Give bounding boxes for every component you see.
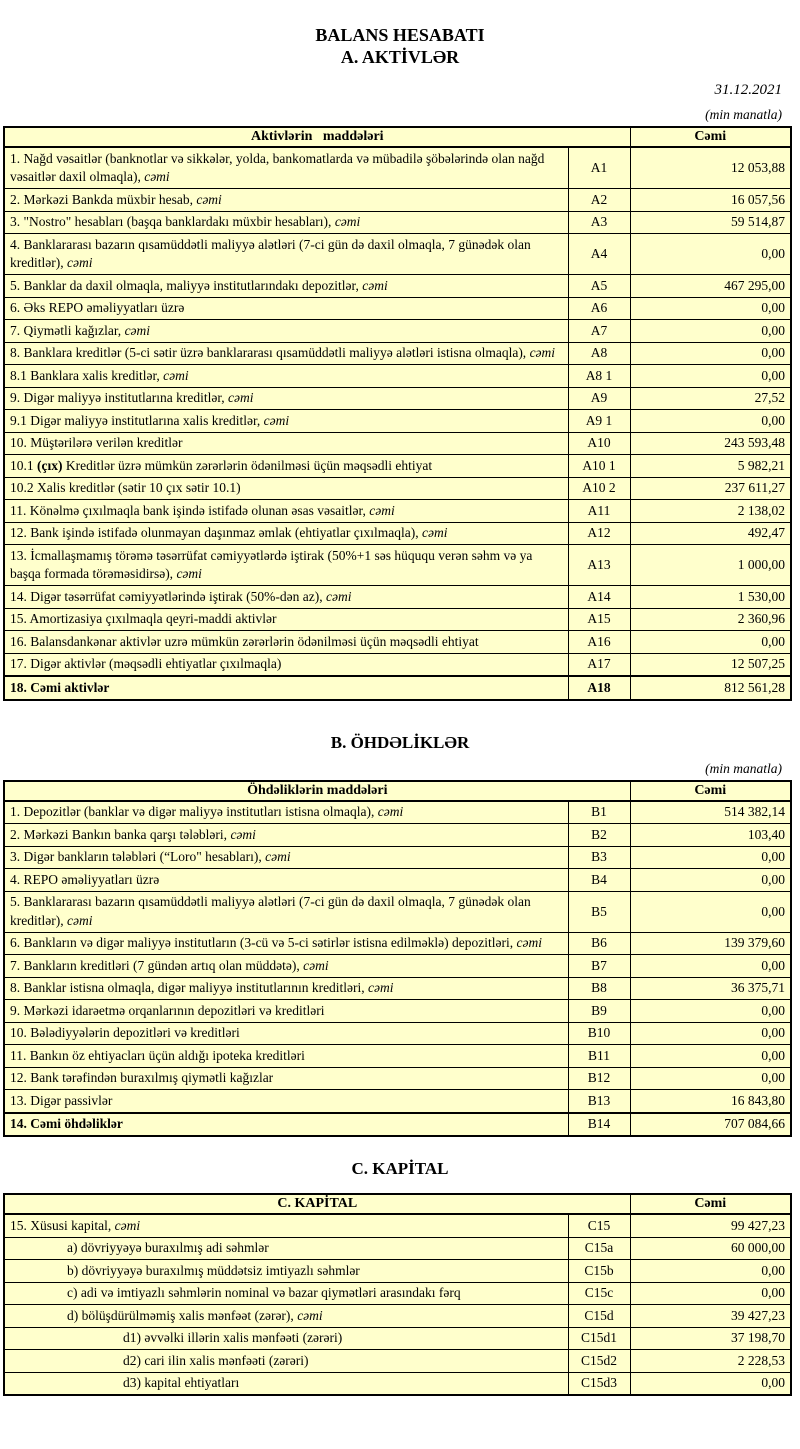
row-value: 12 507,25 <box>630 653 791 676</box>
row-value: 0,00 <box>630 631 791 654</box>
table-row <box>4 275 791 298</box>
row-value: 16 843,80 <box>630 1090 791 1113</box>
row-value: 707 084,66 <box>630 1113 791 1137</box>
table-row <box>4 1045 791 1068</box>
table-row <box>4 211 791 234</box>
table-row <box>4 932 791 955</box>
row-code: B10 <box>568 1022 630 1045</box>
row-label: 2. Mərkəzi Bankda müxbir hesab, cəmi <box>4 189 568 212</box>
row-value: 0,00 <box>630 234 791 275</box>
table-row <box>4 1305 791 1328</box>
row-label: c) adi və imtiyazlı səhmlərin nominal və bazar qiymətləri arasındakı fərq <box>4 1282 568 1305</box>
liabilities-items-column-header: Öhdəliklərin maddələri <box>4 781 630 801</box>
row-value: 1 000,00 <box>630 545 791 586</box>
row-value: 243 593,48 <box>630 432 791 455</box>
section-c-title: C. KAPİTAL <box>351 1159 449 1178</box>
assets-table <box>3 126 792 701</box>
table-row <box>4 1282 791 1305</box>
row-value: 514 382,14 <box>630 801 791 824</box>
row-label: 14. Cəmi öhdəliklər <box>4 1113 568 1137</box>
row-code: C15a <box>568 1237 630 1260</box>
row-label: 13. İcmallaşmamış törəmə təsərrüfat cəmiyyətlərdə iştirak (50%+1 səs hüququ verən səhm və ya başqa formada törəməsidirsə), cəmi <box>4 545 568 586</box>
table-row <box>4 1067 791 1090</box>
table-row <box>4 147 791 189</box>
row-label: 7. Bankların kreditləri (7 gündən artıq olan müddətə), cəmi <box>4 955 568 978</box>
row-value: 0,00 <box>630 320 791 343</box>
row-label: 5. Banklar da daxil olmaqla, maliyyə institutlarındakı depozitlər, cəmi <box>4 275 568 298</box>
row-code: A10 <box>568 432 630 455</box>
row-code: A6 <box>568 297 630 320</box>
table-row <box>4 320 791 343</box>
row-label: 8. Banklara kreditlər (5-ci sətir üzrə banklararası qısamüddətli maliyyə alətləri istisna olmaqla), cəmi <box>4 342 568 365</box>
table-row <box>4 1260 791 1283</box>
row-value: 0,00 <box>630 1067 791 1090</box>
row-code: C15b <box>568 1260 630 1283</box>
row-code: C15d <box>568 1305 630 1328</box>
row-code: A12 <box>568 522 630 545</box>
row-label: 9. Mərkəzi idarəetmə orqanlarının depozitləri və kreditləri <box>4 1000 568 1023</box>
row-code: A10 1 <box>568 455 630 478</box>
row-label: 18. Cəmi aktivlər <box>4 676 568 700</box>
row-value: 0,00 <box>630 846 791 869</box>
table-row <box>4 1000 791 1023</box>
row-value: 492,47 <box>630 522 791 545</box>
row-label: 12. Bank işində istifadə olunmayan daşınmaz əmlak (ehtiyatlar çıxılmaqla), cəmi <box>4 522 568 545</box>
row-value: 0,00 <box>630 365 791 388</box>
row-label: 3. Digər bankların tələbləri (“Loro" hesabları), cəmi <box>4 846 568 869</box>
row-code: A18 <box>568 676 630 700</box>
row-label: 4. REPO əməliyyatları üzrə <box>4 869 568 892</box>
row-value: 139 379,60 <box>630 932 791 955</box>
table-row <box>4 801 791 824</box>
row-label: 10.2 Xalis kreditlər (sətir 10 çıx sətir 10.1) <box>4 477 568 500</box>
row-label: 6. Bankların və digər maliyyə institutların (3-cü və 5-ci sətirlər istisna edilməklə) depozitləri, cəmi <box>4 932 568 955</box>
table-row <box>4 545 791 586</box>
table-row <box>4 234 791 275</box>
capital-header-row <box>4 1194 791 1214</box>
row-code: B1 <box>568 801 630 824</box>
table-row <box>4 631 791 654</box>
row-value: 0,00 <box>630 1282 791 1305</box>
row-code: A10 2 <box>568 477 630 500</box>
table-row <box>4 1022 791 1045</box>
table-row <box>4 297 791 320</box>
row-code: A3 <box>568 211 630 234</box>
capital-total-column-header: Cəmi <box>630 1194 791 1214</box>
row-code: A13 <box>568 545 630 586</box>
row-label: 8. Banklar istisna olmaqla, digər maliyyə institutlarının kreditləri, cəmi <box>4 977 568 1000</box>
row-value: 2 138,02 <box>630 500 791 523</box>
row-code: B13 <box>568 1090 630 1113</box>
row-value: 0,00 <box>630 891 791 932</box>
table-row <box>4 1327 791 1350</box>
row-label: 1. Nağd vəsaitlər (banknotlar və sikkələr, yolda, bankomatlarda və mübadilə şöbələrində olan nağd vəsaitlər daxil olmaqla), cəmi <box>4 147 568 189</box>
table-row <box>4 342 791 365</box>
row-label: 14. Digər təsərrüfat cəmiyyətlərində iştirak (50%-dən az), cəmi <box>4 586 568 609</box>
row-code: C15c <box>568 1282 630 1305</box>
row-value: 60 000,00 <box>630 1237 791 1260</box>
row-value: 0,00 <box>630 1260 791 1283</box>
row-code: B3 <box>568 846 630 869</box>
row-label: 10. Bələdiyyələrin depozitləri və kreditləri <box>4 1022 568 1045</box>
assets-items-column-header: Aktivlərin maddələri <box>4 127 630 147</box>
capital-items-column-header: C. KAPİTAL <box>4 1194 630 1214</box>
table-row <box>4 500 791 523</box>
row-code: B9 <box>568 1000 630 1023</box>
row-value: 99 427,23 <box>630 1214 791 1237</box>
row-code: A15 <box>568 608 630 631</box>
row-value: 2 360,96 <box>630 608 791 631</box>
section-a-title: A. AKTİVLƏR <box>340 47 460 67</box>
row-code: A8 1 <box>568 365 630 388</box>
table-row <box>4 522 791 545</box>
row-label: 15. Amortizasiya çıxılmaqla qeyri-maddi aktivlər <box>4 608 568 631</box>
unit-note-a: (min manatla) <box>705 107 782 122</box>
row-code: A2 <box>568 189 630 212</box>
row-code: B2 <box>568 824 630 847</box>
table-row <box>4 955 791 978</box>
row-label: 17. Digər aktivlər (məqsədli ehtiyatlar çıxılmaqla) <box>4 653 568 676</box>
row-value: 0,00 <box>630 869 791 892</box>
unit-note-b: (min manatla) <box>705 760 782 776</box>
table-row <box>4 365 791 388</box>
row-value: 812 561,28 <box>630 676 791 700</box>
row-code: B11 <box>568 1045 630 1068</box>
table-row <box>4 608 791 631</box>
row-code: B14 <box>568 1113 630 1137</box>
table-row <box>4 846 791 869</box>
table-row <box>4 586 791 609</box>
row-code: B4 <box>568 869 630 892</box>
section-b-title: B. ÖHDƏLİKLƏR <box>330 732 470 752</box>
row-label: 10.1 (çıx) Kreditlər üzrə mümkün zərərlərin ödənilməsi üçün məqsədli ehtiyat <box>4 455 568 478</box>
table-row <box>4 1090 791 1113</box>
table-row <box>4 477 791 500</box>
row-code: A14 <box>568 586 630 609</box>
row-value: 467 295,00 <box>630 275 791 298</box>
table-row <box>4 1113 791 1137</box>
row-value: 12 053,88 <box>630 147 791 189</box>
table-row <box>4 1372 791 1395</box>
row-label: d2) cari ilin xalis mənfəəti (zərəri) <box>4 1350 568 1373</box>
row-code: A7 <box>568 320 630 343</box>
row-code: A17 <box>568 653 630 676</box>
row-code: A8 <box>568 342 630 365</box>
capital-table <box>3 1193 792 1396</box>
row-code: A9 1 <box>568 410 630 433</box>
row-code: C15d1 <box>568 1327 630 1350</box>
table-row <box>4 387 791 410</box>
row-code: B5 <box>568 891 630 932</box>
row-label: 11. Könəlmə çıxılmaqla bank işində istifadə olunan əsas vəsaitlər, cəmi <box>4 500 568 523</box>
row-value: 0,00 <box>630 955 791 978</box>
row-value: 36 375,71 <box>630 977 791 1000</box>
row-label: 16. Balansdankənar aktivlər uzrə mümkün zərərlərin ödənilməsi üçün məqsədli ehtiyat <box>4 631 568 654</box>
table-row <box>4 676 791 700</box>
row-value: 0,00 <box>630 1045 791 1068</box>
row-label: 9. Digər maliyyə institutlarına kreditlər, cəmi <box>4 387 568 410</box>
row-label: 7. Qiymətli kağızlar, cəmi <box>4 320 568 343</box>
row-code: A5 <box>568 275 630 298</box>
row-value: 0,00 <box>630 1022 791 1045</box>
row-label: d3) kapital ehtiyatları <box>4 1372 568 1395</box>
row-code: A11 <box>568 500 630 523</box>
row-value: 16 057,56 <box>630 189 791 212</box>
row-label: 9.1 Digər maliyyə institutlarına xalis kreditlər, cəmi <box>4 410 568 433</box>
row-value: 237 611,27 <box>630 477 791 500</box>
row-label: d1) əvvəlki illərin xalis mənfəəti (zərəri) <box>4 1327 568 1350</box>
row-value: 0,00 <box>630 297 791 320</box>
row-value: 37 198,70 <box>630 1327 791 1350</box>
row-code: B8 <box>568 977 630 1000</box>
row-value: 59 514,87 <box>630 211 791 234</box>
liabilities-header-row <box>4 781 791 801</box>
table-row <box>4 455 791 478</box>
table-row <box>4 1237 791 1260</box>
row-value: 103,40 <box>630 824 791 847</box>
row-value: 39 427,23 <box>630 1305 791 1328</box>
row-code: B6 <box>568 932 630 955</box>
row-label: 12. Bank tərəfindən buraxılmış qiymətli kağızlar <box>4 1067 568 1090</box>
row-label: a) dövriyyəyə buraxılmış adi səhmlər <box>4 1237 568 1260</box>
row-value: 5 982,21 <box>630 455 791 478</box>
assets-header-row <box>4 127 791 147</box>
table-row <box>4 977 791 1000</box>
row-label: d) bölüşdürülməmiş xalis mənfəət (zərər), cəmi <box>4 1305 568 1328</box>
assets-total-column-header: Cəmi <box>630 127 791 147</box>
row-label: 8.1 Banklara xalis kreditlər, cəmi <box>4 365 568 388</box>
row-code: B12 <box>568 1067 630 1090</box>
row-label: 5. Banklararası bazarın qısamüddətli maliyyə alətləri (7-ci gün də daxil olmaqla, 7 günədək olan kreditlər), cəmi <box>4 891 568 932</box>
row-label: 11. Bankın öz ehtiyacları üçün aldığı ipoteka kreditləri <box>4 1045 568 1068</box>
row-value: 0,00 <box>630 1372 791 1395</box>
table-row <box>4 824 791 847</box>
row-label: 4. Banklararası bazarın qısamüddətli maliyyə alətləri (7-ci gün də daxil olmaqla, 7 günədək olan kreditlər), cəmi <box>4 234 568 275</box>
row-value: 0,00 <box>630 342 791 365</box>
row-code: C15 <box>568 1214 630 1237</box>
liabilities-table <box>3 780 792 1138</box>
row-code: C15d3 <box>568 1372 630 1395</box>
row-value: 1 530,00 <box>630 586 791 609</box>
row-code: A9 <box>568 387 630 410</box>
row-label: 10. Müştərilərə verilən kreditlər <box>4 432 568 455</box>
row-code: C15d2 <box>568 1350 630 1373</box>
row-code: B7 <box>568 955 630 978</box>
liabilities-total-column-header: Cəmi <box>630 781 791 801</box>
document-title: BALANS HESABATI <box>315 25 485 45</box>
row-value: 0,00 <box>630 410 791 433</box>
row-value: 27,52 <box>630 387 791 410</box>
row-code: A16 <box>568 631 630 654</box>
table-row <box>4 1214 791 1237</box>
table-row <box>4 410 791 433</box>
table-row <box>4 189 791 212</box>
row-code: A1 <box>568 147 630 189</box>
row-label: 1. Depozitlər (banklar və digər maliyyə institutları istisna olmaqla), cəmi <box>4 801 568 824</box>
row-label: 3. "Nostro" hesabları (başqa banklardakı müxbir hesabları), cəmi <box>4 211 568 234</box>
table-row <box>4 1350 791 1373</box>
row-code: A4 <box>568 234 630 275</box>
row-label: b) dövriyyəyə buraxılmış müddətsiz imtiyazlı səhmlər <box>4 1260 568 1283</box>
row-label: 15. Xüsusi kapital, cəmi <box>4 1214 568 1237</box>
row-value: 0,00 <box>630 1000 791 1023</box>
row-value: 2 228,53 <box>630 1350 791 1373</box>
row-label: 2. Mərkəzi Bankın banka qarşı tələbləri, cəmi <box>4 824 568 847</box>
table-row <box>4 432 791 455</box>
row-label: 6. Əks REPO əməliyyatları üzrə <box>4 297 568 320</box>
row-label: 13. Digər passivlər <box>4 1090 568 1113</box>
table-row <box>4 891 791 932</box>
table-row <box>4 869 791 892</box>
report-date: 31.12.2021 <box>714 82 782 98</box>
table-row <box>4 653 791 676</box>
